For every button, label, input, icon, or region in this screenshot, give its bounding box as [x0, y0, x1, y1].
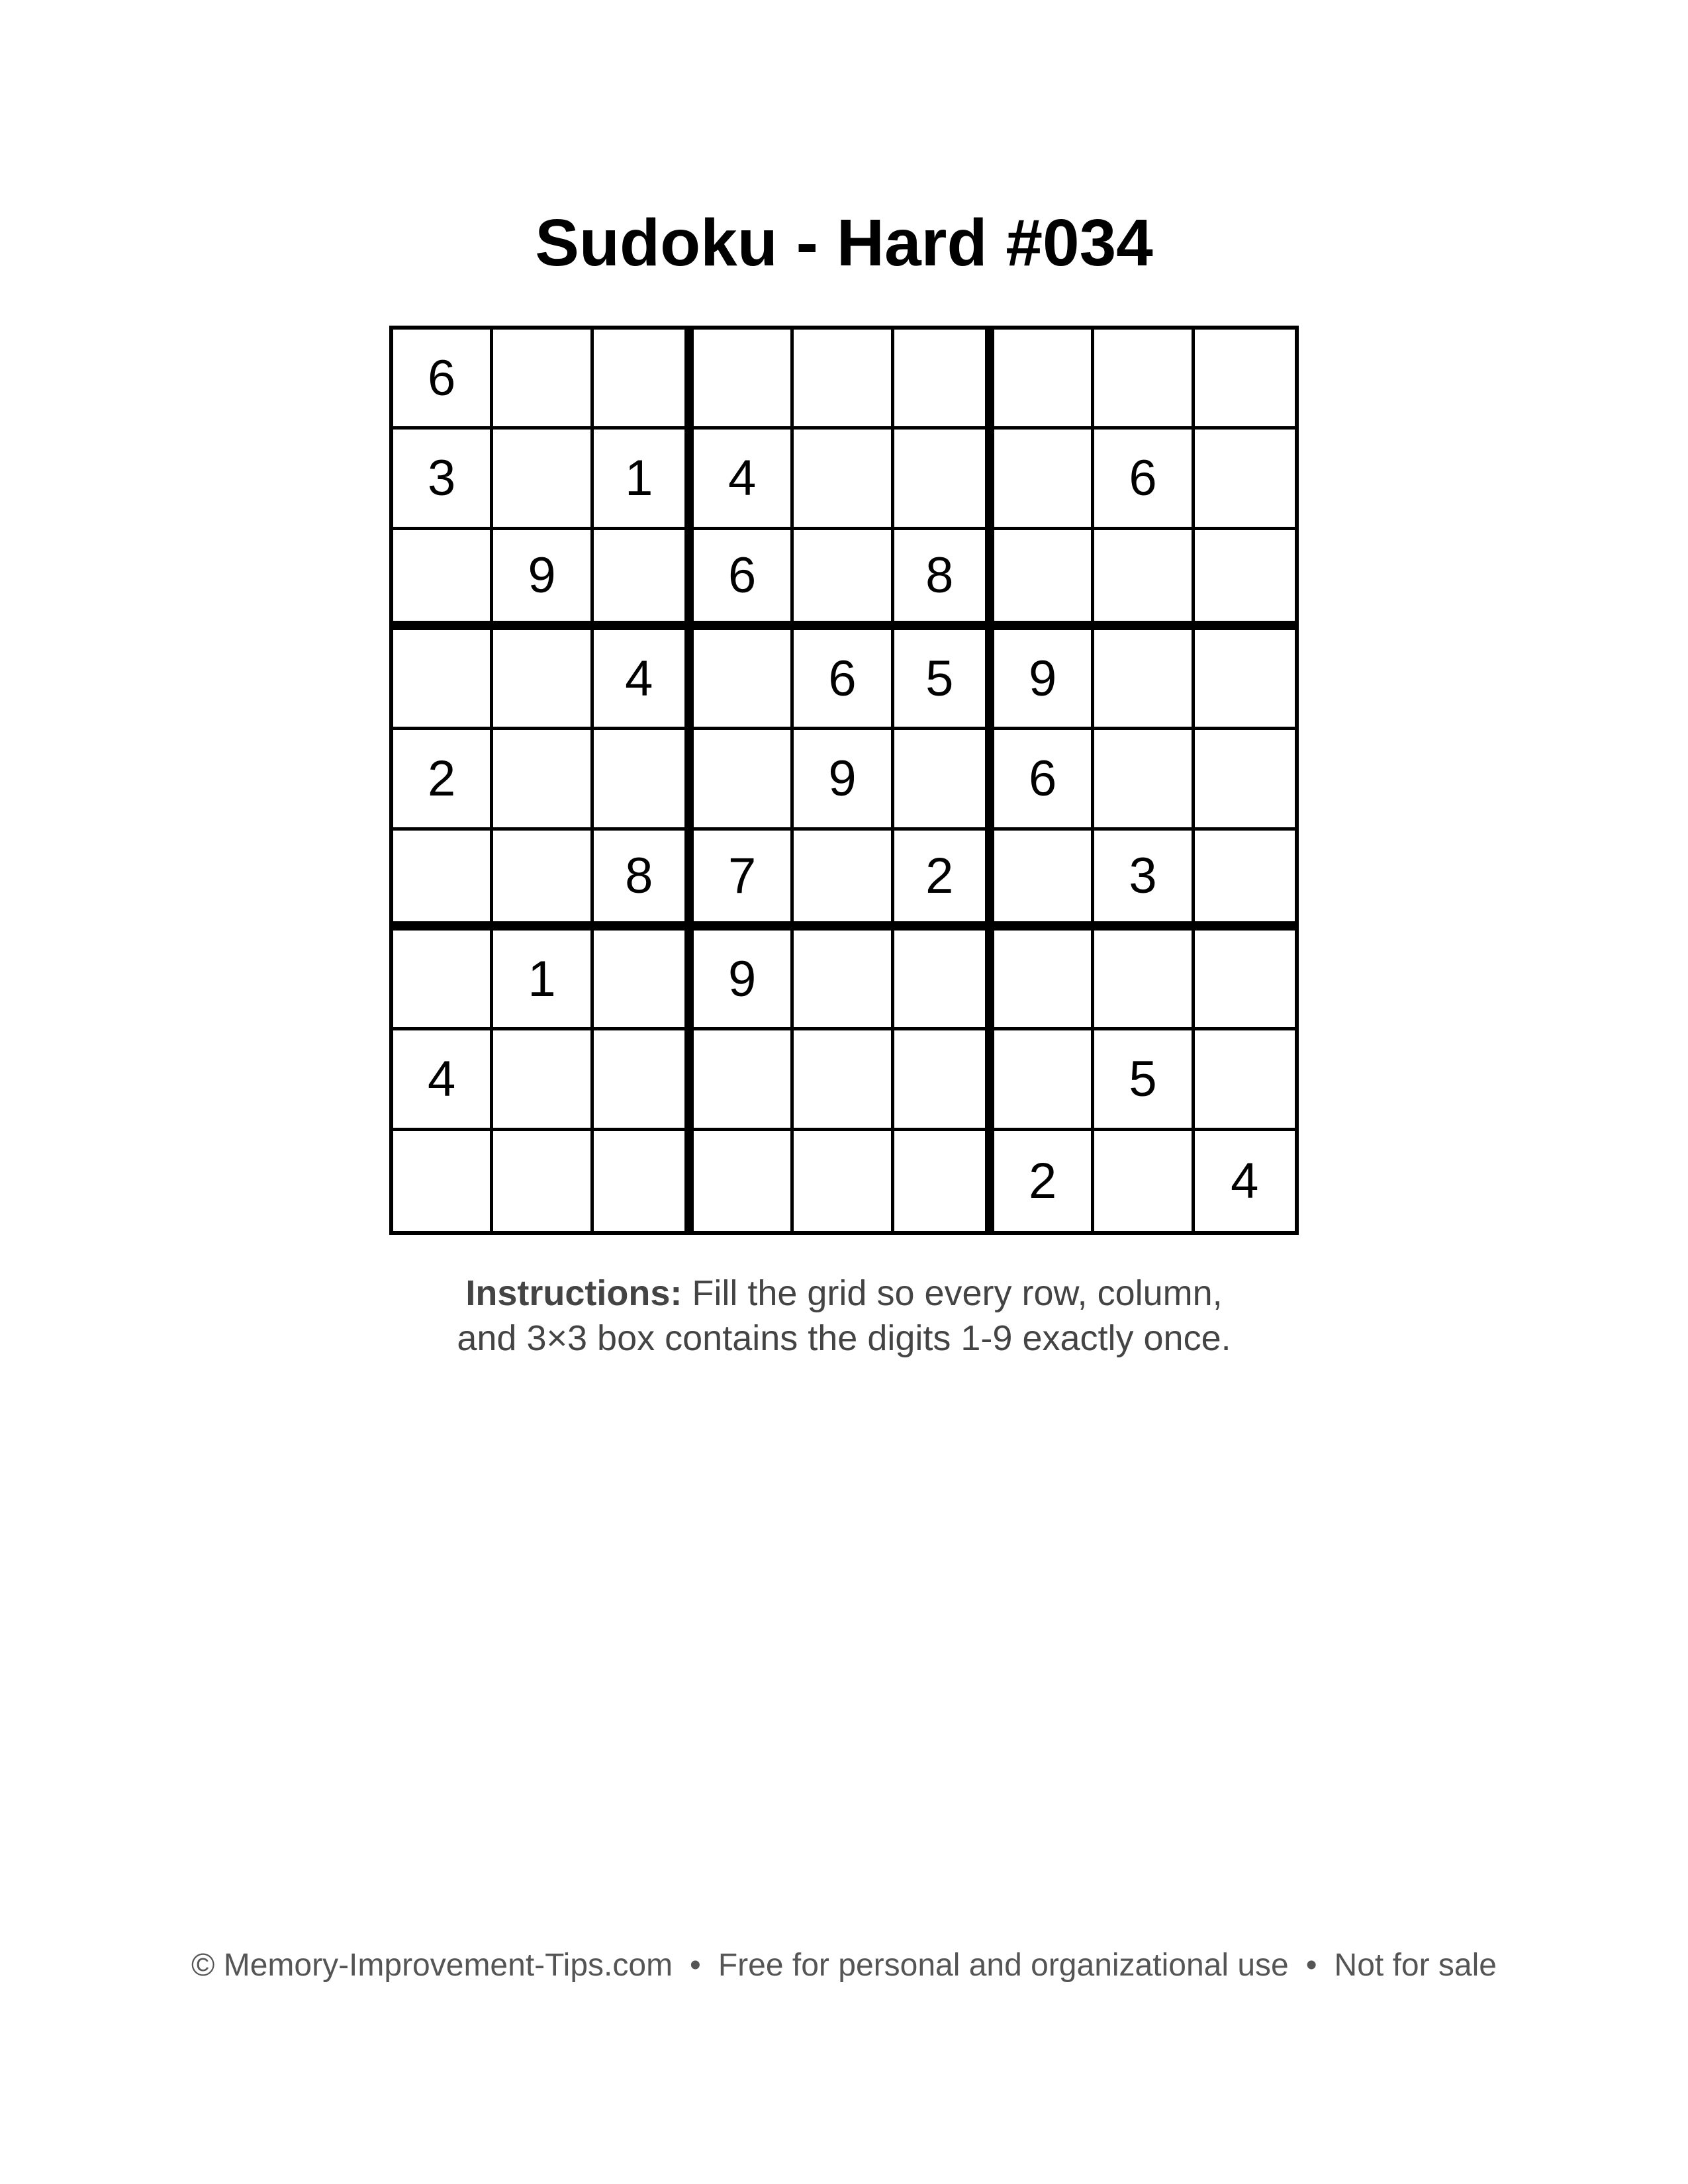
empty-cell[interactable]	[393, 1131, 493, 1231]
empty-cell[interactable]	[594, 730, 694, 830]
given-cell: 3	[1094, 831, 1194, 931]
given-cell: 5	[894, 630, 994, 730]
given-cell: 9	[493, 530, 593, 630]
empty-cell[interactable]	[393, 630, 493, 730]
empty-cell[interactable]	[1195, 730, 1295, 830]
given-cell: 3	[393, 430, 493, 529]
given-cell: 6	[694, 530, 794, 630]
empty-cell[interactable]	[1195, 831, 1295, 931]
empty-cell[interactable]	[794, 530, 894, 630]
empty-cell[interactable]	[994, 330, 1094, 430]
instructions	[0, 1271, 1688, 1361]
empty-cell[interactable]	[493, 1030, 593, 1130]
empty-cell[interactable]	[894, 330, 994, 430]
empty-cell[interactable]	[794, 931, 894, 1030]
empty-cell[interactable]	[694, 1030, 794, 1130]
empty-cell[interactable]	[694, 630, 794, 730]
given-cell: 4	[694, 430, 794, 529]
empty-cell[interactable]	[594, 931, 694, 1030]
given-cell: 8	[894, 530, 994, 630]
empty-cell[interactable]	[493, 630, 593, 730]
empty-cell[interactable]	[894, 1030, 994, 1130]
empty-cell[interactable]	[1195, 1030, 1295, 1130]
empty-cell[interactable]	[794, 1030, 894, 1130]
empty-cell[interactable]	[594, 330, 694, 430]
empty-cell[interactable]	[493, 831, 593, 931]
empty-cell[interactable]	[894, 1131, 994, 1231]
empty-cell[interactable]	[1195, 430, 1295, 529]
given-cell: 4	[1231, 1152, 1259, 1209]
footer-separator: •	[1305, 1948, 1317, 1983]
empty-cell[interactable]	[393, 530, 493, 630]
given-cell: 6	[994, 730, 1094, 830]
empty-cell[interactable]	[894, 430, 994, 529]
instructions-line-1: Fill the grid so every row, column,	[682, 1273, 1223, 1313]
instructions-label: Instructions:	[465, 1273, 682, 1313]
empty-cell[interactable]	[694, 730, 794, 830]
given-cell: 1	[493, 931, 593, 1030]
empty-cell[interactable]	[994, 530, 1094, 630]
given-cell: 6	[794, 630, 894, 730]
given-cell: 2	[894, 831, 994, 931]
empty-cell[interactable]	[1195, 630, 1295, 730]
empty-cell[interactable]	[1094, 1131, 1194, 1231]
empty-cell[interactable]	[493, 430, 593, 529]
empty-cell[interactable]	[393, 931, 493, 1030]
empty-cell[interactable]	[594, 530, 694, 630]
empty-cell[interactable]	[1094, 530, 1194, 630]
puzzle-title: Sudoku - Hard #034	[535, 206, 1153, 280]
given-cell: 2	[994, 1131, 1094, 1231]
footer-usage: Free for personal and organizational use	[718, 1948, 1289, 1983]
sudoku-grid	[389, 326, 1299, 1235]
empty-cell[interactable]	[1195, 530, 1295, 630]
empty-cell[interactable]	[493, 330, 593, 430]
empty-cell[interactable]	[994, 831, 1094, 931]
empty-cell[interactable]	[994, 430, 1094, 529]
given-cell: 9	[694, 931, 794, 1030]
empty-cell[interactable]	[694, 330, 794, 430]
empty-cell[interactable]	[694, 1131, 794, 1231]
empty-cell[interactable]	[393, 831, 493, 931]
empty-cell[interactable]	[594, 1131, 694, 1231]
given-cell: 1	[594, 430, 694, 529]
given-cell: 5	[1094, 1030, 1194, 1130]
empty-cell[interactable]	[1195, 330, 1295, 430]
empty-cell[interactable]	[493, 730, 593, 830]
empty-cell[interactable]	[994, 1030, 1094, 1130]
empty-cell[interactable]	[1094, 330, 1194, 430]
given-cell: 9	[994, 630, 1094, 730]
given-cell: 2	[393, 730, 493, 830]
empty-cell[interactable]	[894, 931, 994, 1030]
empty-cell[interactable]	[493, 1131, 593, 1231]
footer-separator: •	[690, 1948, 701, 1983]
empty-cell[interactable]	[794, 831, 894, 931]
empty-cell[interactable]	[894, 730, 994, 830]
empty-cell[interactable]	[594, 1030, 694, 1130]
empty-cell[interactable]	[1094, 730, 1194, 830]
given-cell: 7	[694, 831, 794, 931]
empty-cell[interactable]	[794, 330, 894, 430]
empty-cell[interactable]	[1094, 931, 1194, 1030]
footer-sale: Not for sale	[1334, 1948, 1497, 1983]
given-cell: 4	[594, 630, 694, 730]
empty-cell[interactable]	[794, 430, 894, 529]
empty-cell[interactable]	[794, 1131, 894, 1231]
given-cell: 9	[794, 730, 894, 830]
footer-copyright: © Memory-Improvement-Tips.com	[191, 1948, 673, 1983]
given-cell: 8	[594, 831, 694, 931]
footer	[0, 1946, 1688, 1985]
given-cell: 6	[1094, 430, 1194, 529]
given-cell: 4	[393, 1030, 493, 1130]
given-cell: 6	[393, 330, 493, 430]
empty-cell[interactable]	[1195, 931, 1295, 1030]
empty-cell[interactable]	[1094, 630, 1194, 730]
instructions-line-2: and 3×3 box contains the digits 1-9 exactly once.	[457, 1318, 1231, 1358]
empty-cell[interactable]	[994, 931, 1094, 1030]
